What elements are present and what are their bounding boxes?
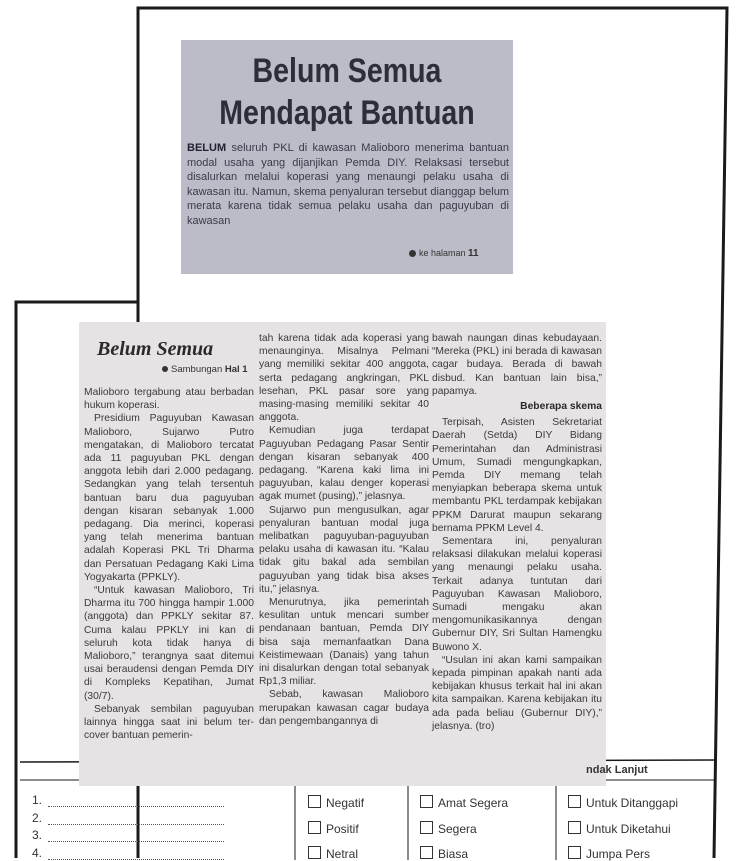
checkbox-icon [420,821,433,834]
checkbox-label: Untuk Ditanggapi [586,796,679,810]
continued-page: 11 [468,248,479,259]
note-number: 1. [32,793,43,807]
checkbox-label: Negatif [326,796,365,810]
article-column-2 [259,332,429,728]
note-line-2[interactable] [32,811,224,825]
checkbox-untuk-diketahui[interactable] [568,821,671,836]
paragraph: Sebab, kawasan Malioboro merupakan kawasan cagar budaya dan pengembangannya di [259,689,429,727]
paragraph: “Usulan ini akan kami sampaikan kepada pimpinan apakah nanti ada kebijakan khusus terkait hal ini akan kita sampaikan. Karena kebijakan itu ada pada beliau (Gubernur DIY),” jelasnya. (tro) [432,654,602,732]
paragraph: bawah naungan dinas kebudayaan. “Mereka (PKL) ini berada di kawasan cagar budaya. Berada di bawah disbud. Kan bantuan lain bisa,” papamya. [432,333,602,397]
checkbox-label: Segera [438,822,477,836]
bullet-icon [409,250,416,257]
dotted-line [48,847,224,860]
front-page-clipping [181,40,513,274]
checkbox-netral[interactable] [308,846,358,861]
continuation-clipping [79,322,606,786]
continued-from-marker [162,364,248,375]
note-line-4[interactable] [32,846,224,860]
followup-title: ndak Lanjut [586,764,648,776]
checkbox-icon [420,795,433,808]
continued-marker [409,248,509,259]
checkbox-icon [308,846,321,859]
checkbox-positif[interactable] [308,821,359,836]
checkbox-label: Biasa [438,847,469,861]
bullet-icon [162,366,168,372]
paragraph: Sebanyak sembilan paguyuban lainnya hingga saat ini belum ter-cover bantuan pemerin- [84,703,254,742]
subheading: Beberapa skema [520,401,602,413]
checkbox-label: Amat Segera [438,796,509,810]
paragraph: Sementara ini, penyaluran relaksasi dilakukan melalui koperasi yang menaungi pelaku usaha. Terkait adanya tuntutan dari Paguyuban Kawasan Malioboro, Sumadi mengaku akan mengomunikasikannya dengan Gubernur DIY, Sri Sultan Hamengku Buwono X. [432,536,602,653]
article-column-3 [432,332,602,733]
checkbox-label: Netral [326,847,359,861]
paragraph: Sujarwo pun mengusulkan, agar penyaluran bantuan modal juga melibatkan paguyuban-paguyuban pelaku usaha di kawasan itu. “Kalau tidak gitu bakal ada sembilan paguyuban yang tidak bisa akses itu,” jelasnya. [259,504,429,595]
continued-from-label: Sambungan [171,364,223,375]
checkbox-label: Positif [326,822,359,836]
lead-first-word: BELUM [187,142,227,154]
paragraph: Terpisah, Asisten Sekretariat Daerah (Setda) DIY Bidang Pemerintahan dan Administrasi Umum, Sumadi mengungkapkan, Pemda DIY memang telah menyiapkan beberapa skema untuk membantu PKL terdampak kebijakan PPKM Darurat maupun sekarang bernama PPKM Level 4. [432,417,602,534]
headline-line-1: Belum Semua [252,52,442,90]
headline-line-2: Mendapat Bantuan [219,94,475,132]
checkbox-icon [568,795,581,808]
checkbox-icon [308,821,321,834]
note-number: 3. [32,828,43,842]
paragraph: Malioboro tergabung atau berbadan hukum koperasi. [84,387,254,412]
note-number: 2. [32,811,43,825]
checkbox-icon [568,846,581,859]
paragraph: tah karena tidak ada koperasi yang menaunginya. Misalnya Pelmani yang memiliki sekitar 400 anggota, serta pedagang angkringan, PKL lesehan, PKL pasar sore yang masing-masing memiliki sekitar 40 anggota. [259,333,429,424]
dotted-line [48,829,224,842]
checkbox-icon [308,795,321,808]
checkbox-label: Untuk Diketahui [586,822,671,836]
note-line-3[interactable] [32,828,224,842]
article-column-1 [84,386,254,742]
dotted-line [48,794,224,807]
checkbox-untuk-ditanggapi[interactable] [568,795,678,810]
checkbox-negatif[interactable] [308,795,364,810]
note-number: 4. [32,846,43,860]
checkbox-segera[interactable] [420,821,477,836]
checkbox-biasa[interactable] [420,846,468,861]
paragraph: Menurutnya, jika pemerintah kesulitan untuk mencari sumber pendanaan bantuan, Pemda DIY bisa saja memanfaatkan Dana Keistimewaan (Danais) yang tahun ini disalurkan dengan total sebanyak Rp1,3 miliar. [259,597,429,688]
continued-label: ke halaman [419,248,466,258]
checkbox-icon [420,846,433,859]
checkbox-icon [568,821,581,834]
paragraph: Kemudian juga terdapat Paguyuban Pedagang Pasar Sentir dengan kisaran sebanyak 400 pedagang. “Karena kaki lima ini paguyuban, kalau denger koperasi agak mumet (pusing),” jelasnya. [259,425,429,503]
checkbox-amat-segera[interactable] [420,795,508,810]
dotted-line [48,812,224,825]
continued-from-page: Hal 1 [224,364,248,375]
paragraph: Presidium Paguyuban Kawasan Malioboro, Sujarwo Putro mengatakan, di Malioboro tercatat ada 11 paguyuban PKL dengan anggota lebih dari 2.000 pedagang. Sedangkan yang telah tersentuh bantuan baru dua paguyuban dengan kisaran sebanyak 1.000 pedagang. Dia merinci, koperasi yang telah menerima bantuan adalah Koperasi PKL Tri Dharma dan Persatuan Pedagang Kaki Lima Yogyakarta (PPKLY). [84,413,254,583]
checkbox-label: Jumpa Pers [586,847,651,861]
lead-text: seluruh PKL di kawasan Malioboro menerima bantuan modal usaha yang dijanjikan Pemda DIY. Relaksasi tersebut disalurkan melalui koperasi yang menaungi pelaku usaha di kawasan itu. Namun, skema penyaluran tersebut dianggap belum merata karena tidak semua pelaku usaha dan paguyuban di kawasan [187,142,509,227]
continuation-headline: Belum Semua [97,338,214,360]
lead-paragraph [187,141,509,228]
note-line-1[interactable] [32,793,224,807]
paragraph: “Untuk kawasan Malioboro, Tri Dharma itu 700 hingga hampir 1.000 (anggota) dan PPKLY sekitar 87. Cuma kalau PPKLY ini kan di seluruh kota tidak hanya di Malioboro,” terangnya saat ditemui usai beraudensi dengan Pemda DIY di Kompleks Kepatihan, Jumat (30/7). [84,585,254,702]
checkbox-jumpa-pers[interactable] [568,846,650,861]
